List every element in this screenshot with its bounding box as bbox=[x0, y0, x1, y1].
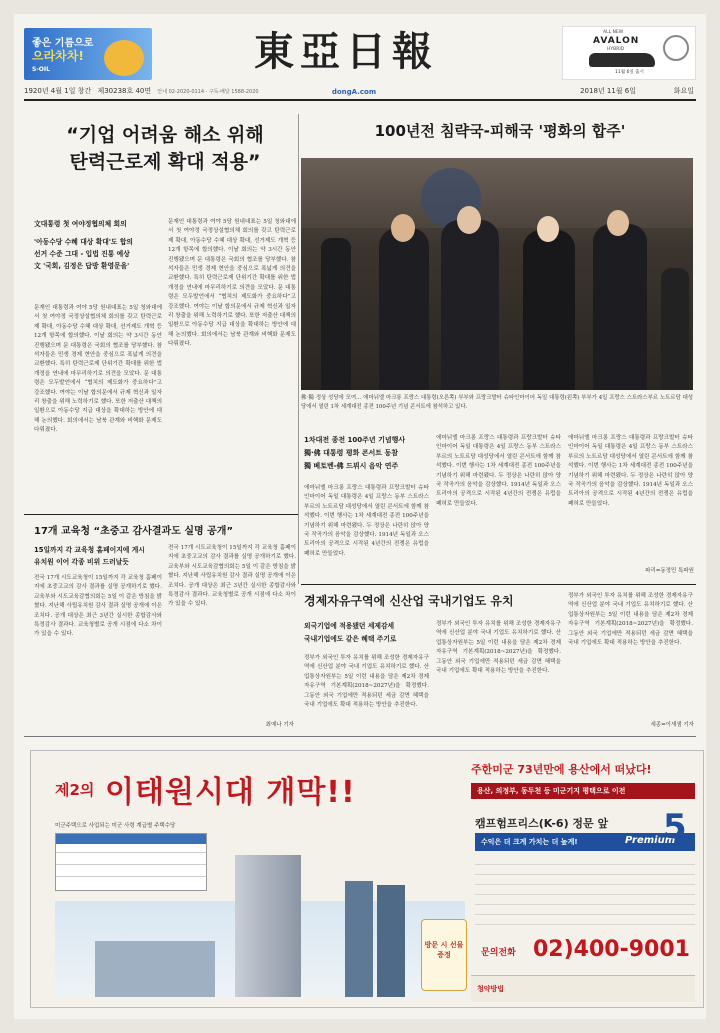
lead-headline[interactable] bbox=[34, 122, 296, 176]
person-figure bbox=[321, 238, 351, 390]
lead-sub2: 선거 수준 그대 - 입법 진통 예상 bbox=[34, 250, 130, 258]
gift-box-icon bbox=[421, 919, 467, 991]
cathedral-arches bbox=[301, 158, 693, 228]
ad-tagline-bar bbox=[475, 833, 695, 851]
lead-body-col1: 문재인 대통령과 여야 5당 원내대표는 5일 청와대에서 첫 여야정 국정상설협의체 회의를 갖고 탄력근로제 확대, 아동수당 수혜 대상 확대, 선거제도 개혁 등 12개 항목에 합의했다. 이날 회의는 약 3시간 동안 진행됐으며 문 대통령은 국회의 협조를 당부했다. 참석자들은 민생 경제 현안을 중심으로 폭넓게 의견을 교환했다. 특히 탄력근로제 단위기간 확대를 위한 법 개정을 연내에 마무리하기로 의견을 모았다. 문 대통령은 모두발언에서 “협치의 제도화가 중요하다”고 강조했다. 여야는 이날 합의문에서 규제 혁신과 일자리 창출을 위해 노력하기로 했다. 또한 저출산 대책의 일환으로 아동수당 지급 대상을 확대하는 방안에 대해 논의했다. 회의에서는 남북 관계와 비핵화 문제도 다뤄졌다. bbox=[34, 305, 162, 434]
dateline-date: 2018년 11월 6일 bbox=[580, 87, 636, 95]
dateline-founded: 1920년 4월 1일 창간 bbox=[24, 87, 92, 95]
ad-badge: 제2의 bbox=[55, 781, 95, 799]
section-rule bbox=[24, 514, 298, 515]
left-ad-brand: S-OIL bbox=[32, 66, 50, 73]
masthead-title: 東亞日報 bbox=[254, 28, 438, 75]
ad-gift: 방문 시 선물 증정 bbox=[424, 941, 464, 959]
ad-headline: 이태원시대 개막!! bbox=[105, 775, 356, 810]
ad-right-banner bbox=[471, 783, 695, 799]
right-ad-top: ALL NEW bbox=[603, 30, 624, 35]
left-story-body-col2: 전국 17개 시도교육청이 15일까지 각 교육청 홈페이지에 초중고교의 감사 결과를 실명 공개하기로 했다. 교육부와 시도교육감협의회는 5일 이 같은 방침을 밝혔다. 지난해 사립유치원 감사 결과 실명 공개에 이은 조치다. 공개 대상은 최근 3년간 실시한 종합감사와 특정감사 결과다. 교육청별로 공개 시점에 다소 차이가 있을 수 있다. bbox=[168, 545, 296, 608]
newspaper-page bbox=[14, 14, 706, 1019]
left-story-subheads bbox=[34, 544, 162, 568]
ad-footer bbox=[471, 975, 695, 1002]
photo-body-col3: 에마뉘엘 마크롱 프랑스 대통령과 프랑크발터 슈타인마이어 독일 대통령은 4일 프랑스 동부 스트라스부르의 노트르담 대성당에서 열린 콘서트에 함께 참석했다. 이번 행사는 1차 세계대전 종전 100주년을 기념하기 위해 마련됐다. 두 정상은 나란히 앉아 양국 작곡가의 음악을 감상했다. 1914년 독일과 오스트리아의 공격으로 시작된 4년간의 전쟁은 유럽을 폐허로 만들었다. bbox=[568, 435, 693, 507]
lead-kicker: 文대통령 첫 여야정협의체 회의 bbox=[34, 220, 127, 228]
dateline-issue: 제30238호 40면 bbox=[97, 87, 152, 95]
lead-body-col2: 문재인 대통령과 여야 5당 원내대표는 5일 청와대에서 첫 여야정 국정상설협의체 회의를 갖고 탄력근로제 확대, 아동수당 수혜 대상 확대, 선거제도 개혁 등 12개 항목에 합의했다. 이날 회의는 약 3시간 동안 진행됐으며 문 대통령은 국회의 협조를 당부했다. 참석자들은 민생 경제 현안을 중심으로 폭넓게 의견을 교환했다. 특히 탄력근로제 단위기간 확대를 위한 법 개정을 연내에 마무리하기로 의견을 모았다. 문 대통령은 모두발언에서 “협치의 제도화가 중요하다”고 강조했다. 여야는 이날 합의문에서 규제 혁신과 일자리 창출을 위해 노력하기로 했다. 또한 저출산 대책의 일환으로 아동수당 지급 대상을 확대하는 방안에 대해 논의했다. 회의에서는 남북 관계와 비핵화 문제도 다뤄졌다. bbox=[168, 219, 296, 348]
table-row bbox=[56, 852, 206, 853]
car-icon bbox=[589, 53, 655, 67]
photo-caption: 佛·獨 정상 성당에 모여… 에마뉘엘 마크롱 프랑스 대통령(오른쪽) 부부와 프랑크발터 슈타인마이어 독일 대통령(왼쪽) 부부가 4일 프랑스 스트라스부르 노트르담 대성당에서 열린 1차 세계대전 종전 100주년 기념 콘서트에 참석하고 있다. bbox=[301, 395, 693, 410]
tower-building bbox=[345, 881, 373, 997]
photo-kicker2: 獨·佛 대통령 평화 콘서트 동참 bbox=[304, 449, 399, 457]
ad-premium-label: Premium bbox=[625, 835, 676, 846]
person-face bbox=[607, 210, 629, 236]
table-header bbox=[56, 834, 206, 844]
photo-kicker1: 1차대전 종전 100주년 기념행사 bbox=[304, 436, 406, 444]
masthead-rule bbox=[24, 99, 696, 101]
dateline-contact: 안내 02-2020-0114 · 구독·배달 1588-2020 bbox=[157, 89, 259, 95]
left-ad-line1: 좋은 기름으로 bbox=[32, 38, 94, 49]
column-divider bbox=[298, 114, 299, 584]
left-story-sub1: 15일까지 각 교육청 홈페이지에 게시 bbox=[34, 546, 145, 554]
mascot-icon bbox=[104, 40, 144, 76]
skyline-illustration bbox=[55, 901, 465, 997]
left-story-body-col1: 전국 17개 시도교육청이 15일까지 각 교육청 홈페이지에 초중고교의 감사 결과를 실명 공개하기로 했다. 교육부와 시도교육감협의회는 5일 이 같은 방침을 밝혔다. 지난해 사립유치원 감사 결과 실명 공개에 이은 조치다. 공개 대상은 최근 3년간 실시한 종합감사와 특정감사 결과다. 교육청별로 공개 시점에 다소 차이가 있을 수 있다. bbox=[34, 575, 162, 638]
lead-sub3: 文 '국회, 김정은 답방 환영문을' bbox=[34, 262, 130, 270]
ad-camp: 캠프험프리스(K-6) 정문 앞 bbox=[475, 817, 609, 830]
right-story-body-col3: 정부가 외국인 투자 유치를 위해 조성한 경제자유구역에 신산업 분야 국내 기업도 유치하기로 했다. 산업통상자원부는 5일 이런 내용을 담은 제2차 경제자유구역 기본계획(2018~2027년)을 확정했다. 그동안 외국 기업에만 적용되던 세금 감면 혜택을 국내 기업에도 확대 적용하는 방안을 추진한다. bbox=[568, 593, 693, 647]
left-story-sub2: 유치원 이어 각종 비위 드러날듯 bbox=[34, 558, 129, 566]
person-figure bbox=[661, 268, 689, 390]
tower-building bbox=[377, 885, 405, 997]
right-story-subheads bbox=[304, 620, 429, 646]
ad-sub-left: 미군주택으로 사업되는 미군 사령 계급별 주택수당 bbox=[55, 823, 176, 829]
right-story-headline[interactable]: 경제자유구역에 신산업 국내기업도 유치 bbox=[304, 594, 514, 608]
photo-kickers bbox=[304, 434, 429, 473]
right-ad-brand: AVALON bbox=[593, 36, 640, 46]
ad-feature-list bbox=[475, 855, 695, 933]
table-row bbox=[56, 864, 206, 865]
right-story-body-col1: 정부가 외국인 투자 유치를 위해 조성한 경제자유구역에 신산업 분야 국내 기업도 유치하기로 했다. 산업통상자원부는 5일 이런 내용을 담은 제2차 경제자유구역 기본계획(2018~2027년)을 확정했다. 그동안 외국 기업에만 적용되던 세금 감면 혜택을 국내 기업에도 확대 적용하는 방안을 추진한다. bbox=[304, 655, 429, 709]
right-ad-date: 11월 6일 출시 bbox=[615, 70, 644, 75]
photo-headline[interactable]: 100년전 침략국-피해국 '평화의 합주' bbox=[374, 122, 626, 140]
lead-sub1: '아동수당 수혜 대상 확대'도 합의 bbox=[34, 238, 133, 246]
lead-subheads bbox=[34, 236, 162, 272]
lead-headline-line2: 탄력근로제 확대 적용” bbox=[69, 151, 261, 173]
right-story-byline: 세종=이새샘 기자 bbox=[650, 722, 694, 728]
ad-right-sub: 용산, 의정부, 동두천 등 미군기지 평택으로 이전 bbox=[477, 787, 626, 795]
site-url[interactable]: dongA.com bbox=[331, 88, 377, 96]
left-ad-line2: 으라차차! bbox=[32, 49, 84, 63]
low-buildings bbox=[95, 941, 215, 997]
right-story-body-col2: 정부가 외국인 투자 유치를 위해 조성한 경제자유구역에 신산업 분야 국내 기업도 유치하기로 했다. 산업통상자원부는 5일 이런 내용을 담은 제2차 경제자유구역 기본계획(2018~2027년)을 확정했다. 그동안 외국 기업에만 적용되던 세금 감면 혜택을 국내 기업에도 확대 적용하는 방안을 추진한다. bbox=[436, 621, 561, 675]
person-figure bbox=[593, 224, 647, 390]
photo-byline: 파리=동정민 특파원 bbox=[645, 568, 694, 574]
right-header-ad[interactable] bbox=[562, 26, 696, 80]
right-story-sub2: 국내기업에도 같은 혜택 주기로 bbox=[304, 635, 397, 643]
right-story-sub1: 외국기업에 적용됐던 세제감세 bbox=[304, 622, 395, 630]
photo-body-col1: 에마뉘엘 마크롱 프랑스 대통령과 프랑크발터 슈타인마이어 독일 대통령은 4일 프랑스 동부 스트라스부르의 노트르담 대성당에서 열린 콘서트에 함께 참석했다. 이번 행사는 1차 세계대전 종전 100주년을 기념하기 위해 마련됐다. 두 정상은 나란히 앉아 양국 작곡가의 음악을 감상했다. 1914년 독일과 오스트리아의 공격으로 시작된 4년간의 전쟁은 유럽을 폐허로 만들었다. bbox=[304, 485, 429, 557]
dateline-weekday: 화요일 bbox=[673, 87, 694, 95]
tower-building bbox=[235, 855, 301, 997]
apartment-ad[interactable] bbox=[30, 750, 704, 1008]
section-rule bbox=[301, 584, 696, 585]
ad-phone-label: 문의전화 bbox=[481, 948, 516, 958]
person-face bbox=[537, 216, 559, 242]
photo-kicker3: 獨 베토벤-佛 드뷔시 음악 연주 bbox=[304, 462, 399, 470]
person-face bbox=[457, 206, 481, 234]
ad-phone[interactable]: 02)400-9001 bbox=[533, 937, 690, 962]
summit-photo[interactable] bbox=[301, 158, 693, 390]
ad-right-title: 주한미군 73년만에 용산에서 떠났다! bbox=[471, 763, 652, 776]
ad-top-rule bbox=[24, 736, 696, 737]
housing-allowance-table bbox=[55, 833, 207, 891]
dateline bbox=[24, 84, 696, 98]
toyota-logo-icon bbox=[663, 35, 689, 61]
photo-body-col2: 에마뉘엘 마크롱 프랑스 대통령과 프랑크발터 슈타인마이어 독일 대통령은 4일 프랑스 동부 스트라스부르의 노트르담 대성당에서 열린 콘서트에 함께 참석했다. 이번 행사는 1차 세계대전 종전 100주년을 기념하기 위해 마련됐다. 두 정상은 나란히 앉아 양국 작곡가의 음악을 감상했다. 1914년 독일과 오스트리아의 공격으로 시작된 4년간의 전쟁은 유럽을 폐허로 만들었다. bbox=[436, 435, 561, 507]
table-row bbox=[56, 876, 206, 877]
left-story-byline: 최예나 기자 bbox=[265, 722, 294, 728]
ad-premium-num: 5 bbox=[663, 807, 687, 847]
ad-tagline: 수익은 더 크게 가치는 더 높게! bbox=[481, 838, 578, 846]
person-figure bbox=[379, 228, 429, 390]
right-ad-sub: HYBRID bbox=[607, 47, 625, 52]
person-figure bbox=[523, 230, 575, 390]
person-figure bbox=[441, 220, 499, 390]
left-header-ad[interactable] bbox=[24, 28, 152, 80]
person-face bbox=[391, 214, 415, 242]
ad-footer-label: 청약방법 bbox=[477, 985, 505, 993]
left-story-headline[interactable]: 17개 교육청 “초중고 감사결과도 실명 공개” bbox=[34, 526, 234, 537]
lead-headline-line1: “기업 어려움 해소 위해 bbox=[66, 124, 264, 146]
